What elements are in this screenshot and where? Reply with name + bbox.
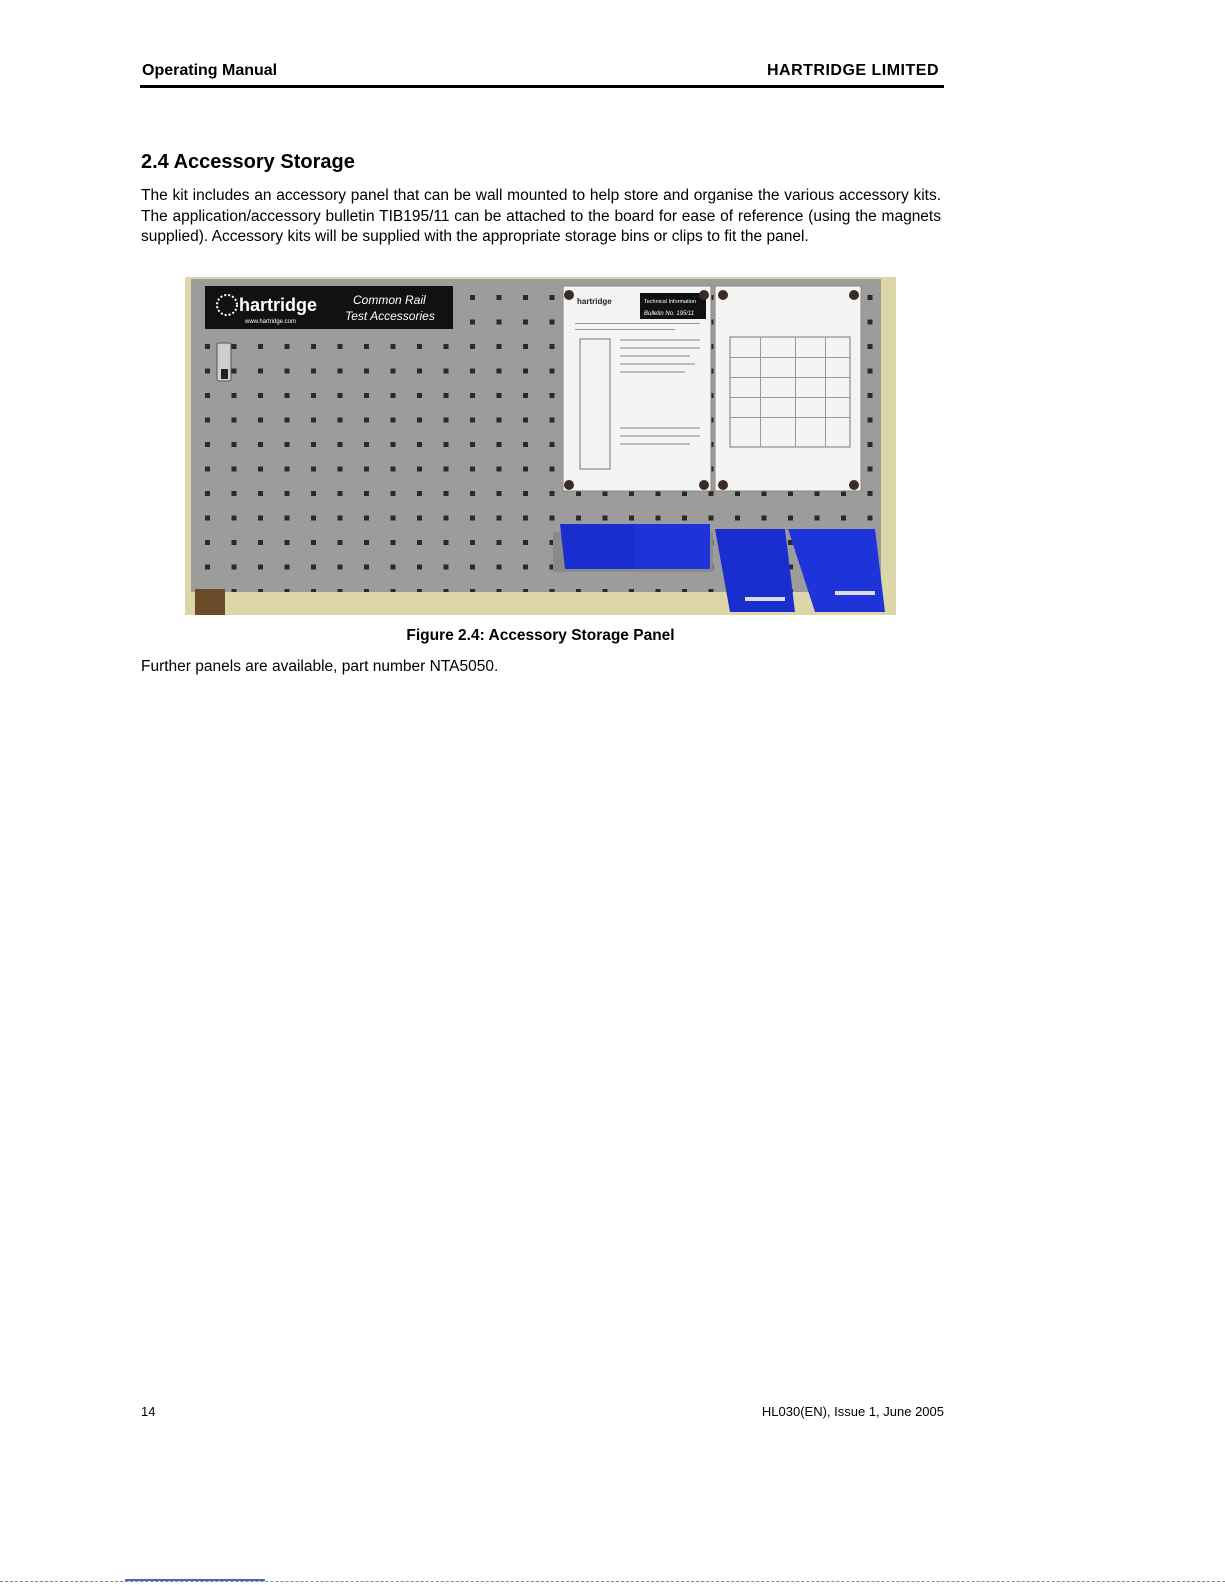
svg-text:www.hartridge.com: www.hartridge.com	[245, 319, 297, 325]
follow-up-paragraph: Further panels are available, part number NTA5050.	[141, 658, 499, 675]
hartridge-sign	[205, 286, 453, 329]
svg-text:Technical Information: Technical Information	[644, 299, 696, 305]
tool-clip	[217, 343, 231, 381]
svg-text:Test Accessories: Test Accessories	[345, 309, 435, 323]
header-company: HARTRIDGE LIMITED	[766, 62, 939, 79]
page-bottom-divider	[0, 1581, 1225, 1582]
page-number: 14	[141, 1404, 156, 1419]
header-rule	[140, 85, 944, 88]
technical-bulletin-page-1	[563, 286, 711, 491]
technical-bulletin-page-2	[715, 286, 861, 491]
section-paragraph: The kit includes an accessory panel that can be wall mounted to help store and organise the various accessory kits. The application/accessory bulletin TIB195/11 can be attached to the board for ease of reference (using the magnets supplied). Accessory kits will be supplied with the appropriate storage bins or clips to fit the panel.	[141, 187, 941, 245]
document-reference: HL030(EN), Issue 1, June 2005	[761, 1404, 944, 1419]
figure-caption	[0, 627, 1225, 645]
svg-text:Bulletin No. 195/11: Bulletin No. 195/11	[644, 311, 695, 317]
svg-text:Common Rail: Common Rail	[353, 293, 426, 307]
svg-text:hartridge: hartridge	[239, 295, 318, 315]
svg-text:hartridge: hartridge	[577, 297, 612, 306]
page-header	[140, 62, 944, 88]
section-heading: 2.4 Accessory Storage	[141, 151, 355, 173]
page-bottom-marker	[125, 1579, 265, 1581]
figure-caption-text: Figure 2.4: Accessory Storage Panel	[406, 627, 675, 644]
header-title: Operating Manual	[142, 62, 278, 79]
accessory-panel-photo	[185, 277, 896, 615]
